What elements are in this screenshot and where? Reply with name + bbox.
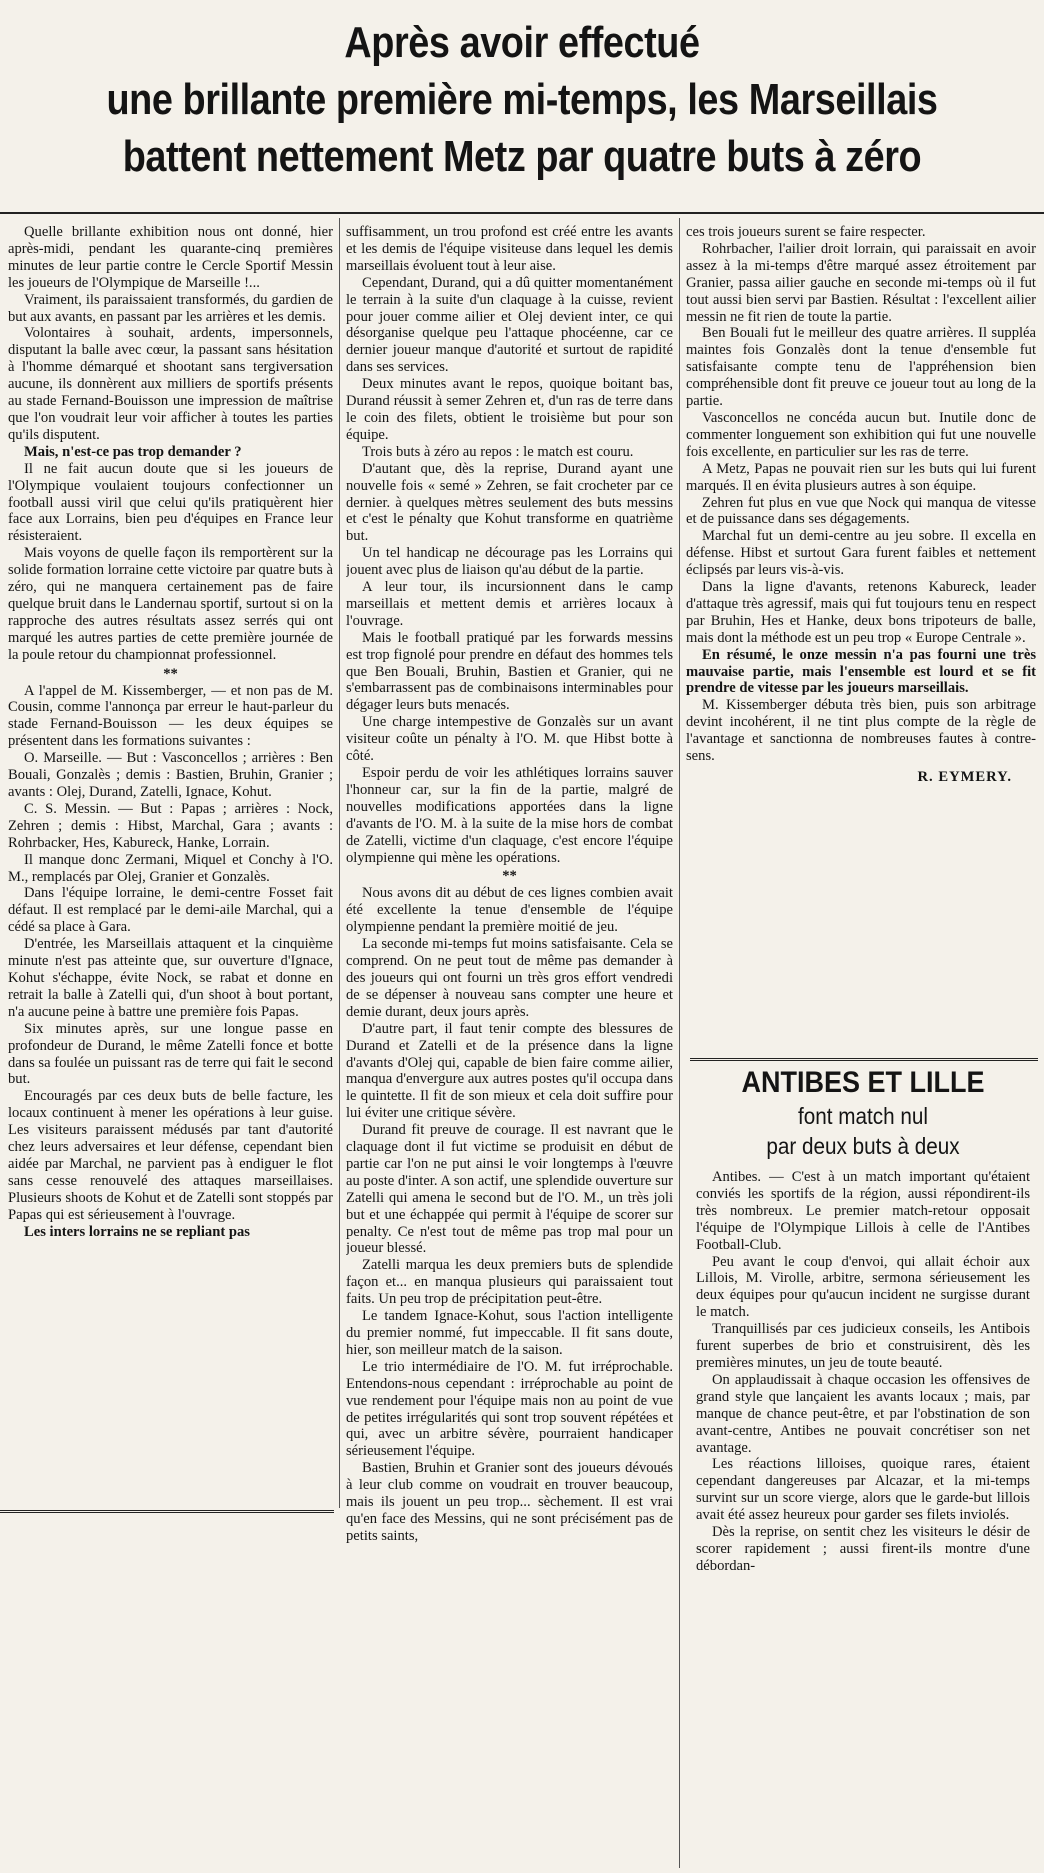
paragraph: En résumé, le onze messin n'a pas fourni une très mauvaise partie, mais l'ensemble est lourd et se fit prendre de vitesse par les joueurs marseillais.	[686, 646, 1036, 697]
author-signature: R. EYMERY.	[917, 769, 1012, 785]
paragraph: On applaudissait à chaque occasion les offensives de grand style que lançaient les avants locaux ; mais, par manque de chance peut-être, et par l'obstination de son avant-centre, Antibes ne pouvait concrétiser son net avantage.	[696, 1371, 1030, 1456]
lineup-marseille: O. Marseille. — But : Vasconcellos ; arrières : Ben Bouali, Gonzalès ; demis : Bastien, Bruhin, Granier ; avants : Olej, Durand, Zatelli, Ignace, Kohut.	[8, 750, 333, 800]
paragraph: D'autre part, il faut tenir compte des blessures de Durand et Zatelli et de la présence dans la ligne d'avants d'Olej qui, capable de bien faire comme ailier, manqua d'envergure aux autres postes qu'il occupa dans le quintette. Il fit de son mieux et cela doit suffire pour lui éviter une critique sévère.	[346, 1020, 673, 1122]
paragraph: Espoir perdu de voir les athlétiques lorrains sauver l'honneur car, sur la fin de la partie, malgré de nouvelles modifications apportées dans la ligne d'avants de l'O. M. à la suite de la mise hors de combat de Zatelli, victime d'un claquage, c'est encore l'équipe olympienne qui mène les opérations.	[346, 765, 673, 866]
headline-line-1: Après avoir effectué	[344, 18, 700, 67]
sidebar-subtitle-1: font match nul	[797, 1103, 929, 1129]
article-column-2	[346, 224, 673, 1864]
paragraph: Mais le football pratiqué par les forwards messins est trop fignolé pour prendre en défaut des hommes tels que Ben Bouali, Bruhin, Bastien et Granier, qui ne s'embarrassent pas de combinaisons interminables pour dégager leurs buts menacés.	[346, 629, 673, 714]
paragraph: Dans l'équipe lorraine, le demi-centre Fosset fait défaut. Il est remplacé par le demi-aile Marchal, qui a cédé sa place à Gara.	[8, 885, 333, 936]
paragraph: Tranquillisés par ces judicieux conseils, les Antibois furent superbes de brio et construisirent, dès les premières minutes, un jeu de toute beauté.	[696, 1321, 1030, 1371]
paragraph: ces trois joueurs surent se faire respecter.	[686, 224, 926, 240]
paragraph: Six minutes après, sur une longue passe en profondeur de Durand, le même Zatelli fonce et botte dans sa foulée un puissant ras de terre qui fait le second but.	[8, 1020, 333, 1088]
paragraph: Rohrbacher, l'ailier droit lorrain, qui paraissait en avoir assez à la mi-temps d'être marqué assez étroitement par Granier, passa ailier gauche en seconde mi-temps où il fut tout aussi bien servi par Bastien. Résultat : l'excellent ailier messin ne fit rien de toute la partie.	[686, 240, 1036, 325]
paragraph: Durand fit preuve de courage. Il est navrant que le claquage dont il fut victime se produisit en début de partie car l'on ne put ainsi le voir longtemps à l'œuvre au poste d'inter. A son actif, une splendide ouverture sur Zatelli qui amena le second but de l'O. M., un très joli but et une échappée qui permit à l'équipe de scorer sur penalty. Ce n'est tout de même pas trop mal pour un joueur blessé.	[346, 1122, 673, 1257]
paragraph: Mais, n'est-ce pas trop demander ?	[24, 443, 242, 460]
headline-line-3: battent nettement Metz par quatre buts à zéro	[122, 132, 922, 181]
column-1-end-rule	[0, 1510, 334, 1513]
article-column-1	[8, 224, 333, 1506]
article-column-3	[686, 224, 1036, 1054]
paragraph: Ben Bouali fut le meilleur des quatre arrières. Il suppléa maintes fois Gonzalès dont la tenue d'ensemble fut satisfaisante compte tenu de l'appréhension bien compréhensible dont fit preuve ce joueur tout au long de la partie.	[686, 325, 1036, 410]
paragraph: A leur tour, ils incursionnent dans le camp marseillais et mettent demis et arrières locaux à l'ouvrage.	[346, 579, 673, 629]
headline-rule	[0, 212, 1044, 214]
paragraph: Cependant, Durand, qui a dû quitter momentanément le terrain à la suite d'un claquage à la cuisse, revient pour jouer comme ailier et Olej devient inter, ce qui désorganise quelque peu l'attaque phocéenne, car ce dernier joueur manque d'autorité et surtout de rapidité dans ses services.	[346, 274, 673, 376]
paragraph: A Metz, Papas ne pouvait rien sur les buts qui lui furent marqués. Il en évita plusieurs autres à son équipe.	[686, 460, 1036, 494]
column-rule-1	[339, 218, 340, 1508]
section-separator: **	[163, 665, 178, 682]
headline-line-2: une brillante première mi-temps, les Marseillais	[106, 75, 938, 124]
sidebar-title: ANTIBES ET LILLE	[741, 1066, 985, 1099]
paragraph: Il manque donc Zermani, Miquel et Conchy à l'O. M., remplacés par Olej, Granier et Gonzalès.	[8, 851, 333, 885]
paragraph: Mais voyons de quelle façon ils remportèrent sur la solide formation lorraine cette victoire par quatre buts à zéro, qui ne manquera certainement pas de faire quelque bruit dans le Landernau sportif, surtout si on la rapproche des autres résultats assez serrés qui ont marqué les autres parties de cette première journée de la poule retour du championnat professionnel.	[8, 545, 333, 663]
headline	[73, 14, 971, 185]
sidebar-subtitle-2: par deux buts à deux	[766, 1133, 960, 1159]
paragraph: Le trio intermédiaire de l'O. M. fut irréprochable. Entendons-nous cependant : irréprochable au point de vue rendement pour l'équipe mais non au point de vue de petites irrégularités qui sont trop souvent répétées et qui, avec un arbitre sévère, pourraient handicaper sérieusement l'équipe.	[346, 1358, 673, 1460]
paragraph: Encouragés par ces deux buts de belle facture, les locaux continuent à mener les opérations à leur guise. Les visiteurs paraissent médusés par tant d'autorité chez leurs adversaires et leur défense, cependant bien aidée par Marchal, ne parvient pas à endiguer le flot sans cesse renouvelé des attaques marseillaises. Plusieurs shoots de Kohut et de Zatelli sont stoppés par Papas qui est sérieusement à l'ouvrage.	[8, 1088, 333, 1223]
paragraph: D'autant que, dès la reprise, Durand ayant une nouvelle fois « semé » Zehren, se fait crocheter par ce dernier. à quelques mètres seulement des buts messins et c'est le pénalty que Kohut transforme en quatrième but.	[346, 460, 673, 545]
paragraph: Zatelli marqua les deux premiers buts de splendide façon et... en manqua plusieurs qui paraissaient tout faits. Un peu trop de précipitation peut-être.	[346, 1257, 673, 1308]
paragraph: Dès la reprise, on sentit chez les visiteurs le désir de scorer rapidement ; aussi firent-ils montre d'une débordan-	[696, 1524, 1030, 1574]
lineup-metz: C. S. Messin. — But : Papas ; arrières : Nock, Zehren ; demis : Hibst, Marchal, Gara ; avants : Rohrbacker, Hes, Kabureck, Hanke, Lorrain.	[8, 800, 333, 851]
paragraph: Une charge intempestive de Gonzalès sur un avant visiteur coûte un pénalty à l'O. M. que Hibst botte à côté.	[346, 714, 673, 765]
paragraph: Volontaires à souhait, ardents, impersonnels, disputant la balle avec cœur, la passant sans hésitation à l'homme démarqué et shootant sans tergiversation aucune, ils donnèrent aux milliers de sportifs présents au stade Fernand-Bouisson une impression de maîtrise que l'on voudrait leur voir afficher à toutes les parties qu'ils disputent.	[8, 325, 333, 443]
paragraph: Peu avant le coup d'envoi, qui allait échoir aux Lillois, M. Virolle, arbitre, sermona sérieusement les deux équipes pour qu'aucun incident ne surgisse durant le match.	[696, 1253, 1030, 1321]
paragraph: Antibes. — C'est à un match important qu'étaient conviés les sportifs de la région, aussi répondirent-ils très nombreux. Le premier match-retour opposait l'équipe de l'Olympique Lillois à celle de l'Antibes Football-Club.	[696, 1169, 1030, 1253]
paragraph: Nous avons dit au début de ces lignes combien avait été excellente la tenue d'ensemble de l'équipe olympienne pendant la première moitié de jeu.	[346, 885, 673, 936]
paragraph: Zehren fut plus en vue que Nock qui manqua de vitesse et de puissance dans ses dégagements.	[686, 494, 1036, 528]
paragraph: La seconde mi-temps fut moins satisfaisante. Cela se comprend. On ne peut tout de même pas demander à des joueurs qui ont fourni un très gros effort vendredi de se dépenser à nouveau sans compter une heure et demie durant, deux jours après.	[346, 936, 673, 1020]
paragraph: Les inters lorrains ne se repliant pas	[24, 1223, 250, 1240]
paragraph: Il ne fait aucun doute que si les joueurs de l'Olympique voulaient toujours confectionner un football aussi viril que celui qu'ils pratiquèrent hier face aux Lorrains, bien peu d'équipes en France leur résisteraient.	[8, 460, 333, 545]
paragraph: suffisamment, un trou profond est créé entre les avants et les demis de l'équipe visiteuse dans lequel les demis marseillais évoluent tout à leur aise.	[346, 224, 673, 274]
column-rule-2	[679, 218, 680, 1868]
paragraph: D'entrée, les Marseillais attaquent et la cinquième minute n'est pas atteinte que, sur ouverture d'Ignace, Kohut s'échappe, évite Nock, se rabat et donne en retrait la balle à Zatelli qui, d'un shoot à bout portant, n'a aucune peine à battre une première fois Papas.	[8, 936, 333, 1020]
paragraph: Deux minutes avant le repos, quoique boitant bas, Durand réussit à semer Zehren et, d'un ras de terre dans le coin des filets, obtient le troisième but pour son équipe.	[346, 376, 673, 443]
sidebar-headline	[713, 1065, 1014, 1161]
section-separator: **	[502, 868, 517, 885]
paragraph: Les réactions lilloises, quoique rares, étaient cependant dangereuses par Alcazar, et la mi-temps survint sur un score vierge, alors que le garde-but lillois avait été assez heureux pour garder ses filets inviolés.	[696, 1456, 1030, 1524]
paragraph: Quelle brillante exhibition nous ont donné, hier après-midi, pendant les quarante-cinq premières minutes de leur partie contre le Cercle Sportif Messin les joueurs de l'Olympique de Marseille !...	[8, 224, 333, 291]
paragraph: Vasconcellos ne concéda aucun but. Inutile donc de commenter longuement son exhibition qui fut une nouvelle fois excellente, en particulier sur les ras de terre.	[686, 409, 1036, 460]
sidebar-top-rule	[690, 1058, 1038, 1061]
paragraph: Un tel handicap ne décourage pas les Lorrains qui jouent avec plus de liaison qu'au début de la partie.	[346, 545, 673, 579]
paragraph: A l'appel de M. Kissemberger, — et non pas de M. Cousin, comme l'annonça par erreur le haut-parleur du stade Fernand-Bouisson — les deux équipes se présentent dans les formations suivantes :	[8, 682, 333, 750]
paragraph: Trois buts à zéro au repos : le match est couru.	[362, 443, 634, 460]
paragraph: Bastien, Bruhin et Granier sont des joueurs dévoués à leur club comme on voudrait en trouver beaucoup, mais ils jouent un peu trop... sèchement. Il est vrai qu'en face des Messins, qui ne sont précisément pas de petits saints,	[346, 1460, 673, 1544]
paragraph: Marchal fut un demi-centre au jeu sobre. Il excella en défense. Hibst et surtout Gara furent faibles et nettement éclipsés par leurs vis-à-vis.	[686, 528, 1036, 579]
paragraph: Le tandem Ignace-Kohut, sous l'action intelligente du premier nommé, fut impeccable. Il fit sans doute, hier, son meilleur match de la saison.	[346, 1308, 673, 1358]
paragraph: Vraiment, ils paraissaient transformés, du gardien de but aux avants, en passant par les arrières et les demis.	[8, 291, 333, 325]
sidebar-article	[696, 1065, 1030, 1865]
paragraph: M. Kissemberger débuta très bien, puis son arbitrage devint incohérent, il ne tint plus compte de la règle de l'avantage et sanctionna de nombreuses fautes à contre-sens.	[686, 697, 1036, 765]
paragraph: Dans la ligne d'avants, retenons Kabureck, leader d'attaque très agressif, mais qui fut toujours tenu en respect par Bruhin, Hes et Hanke, deux bons tripoteurs de balle, mais dont la méthode est un peu trop « Europe Centrale ».	[686, 579, 1036, 646]
